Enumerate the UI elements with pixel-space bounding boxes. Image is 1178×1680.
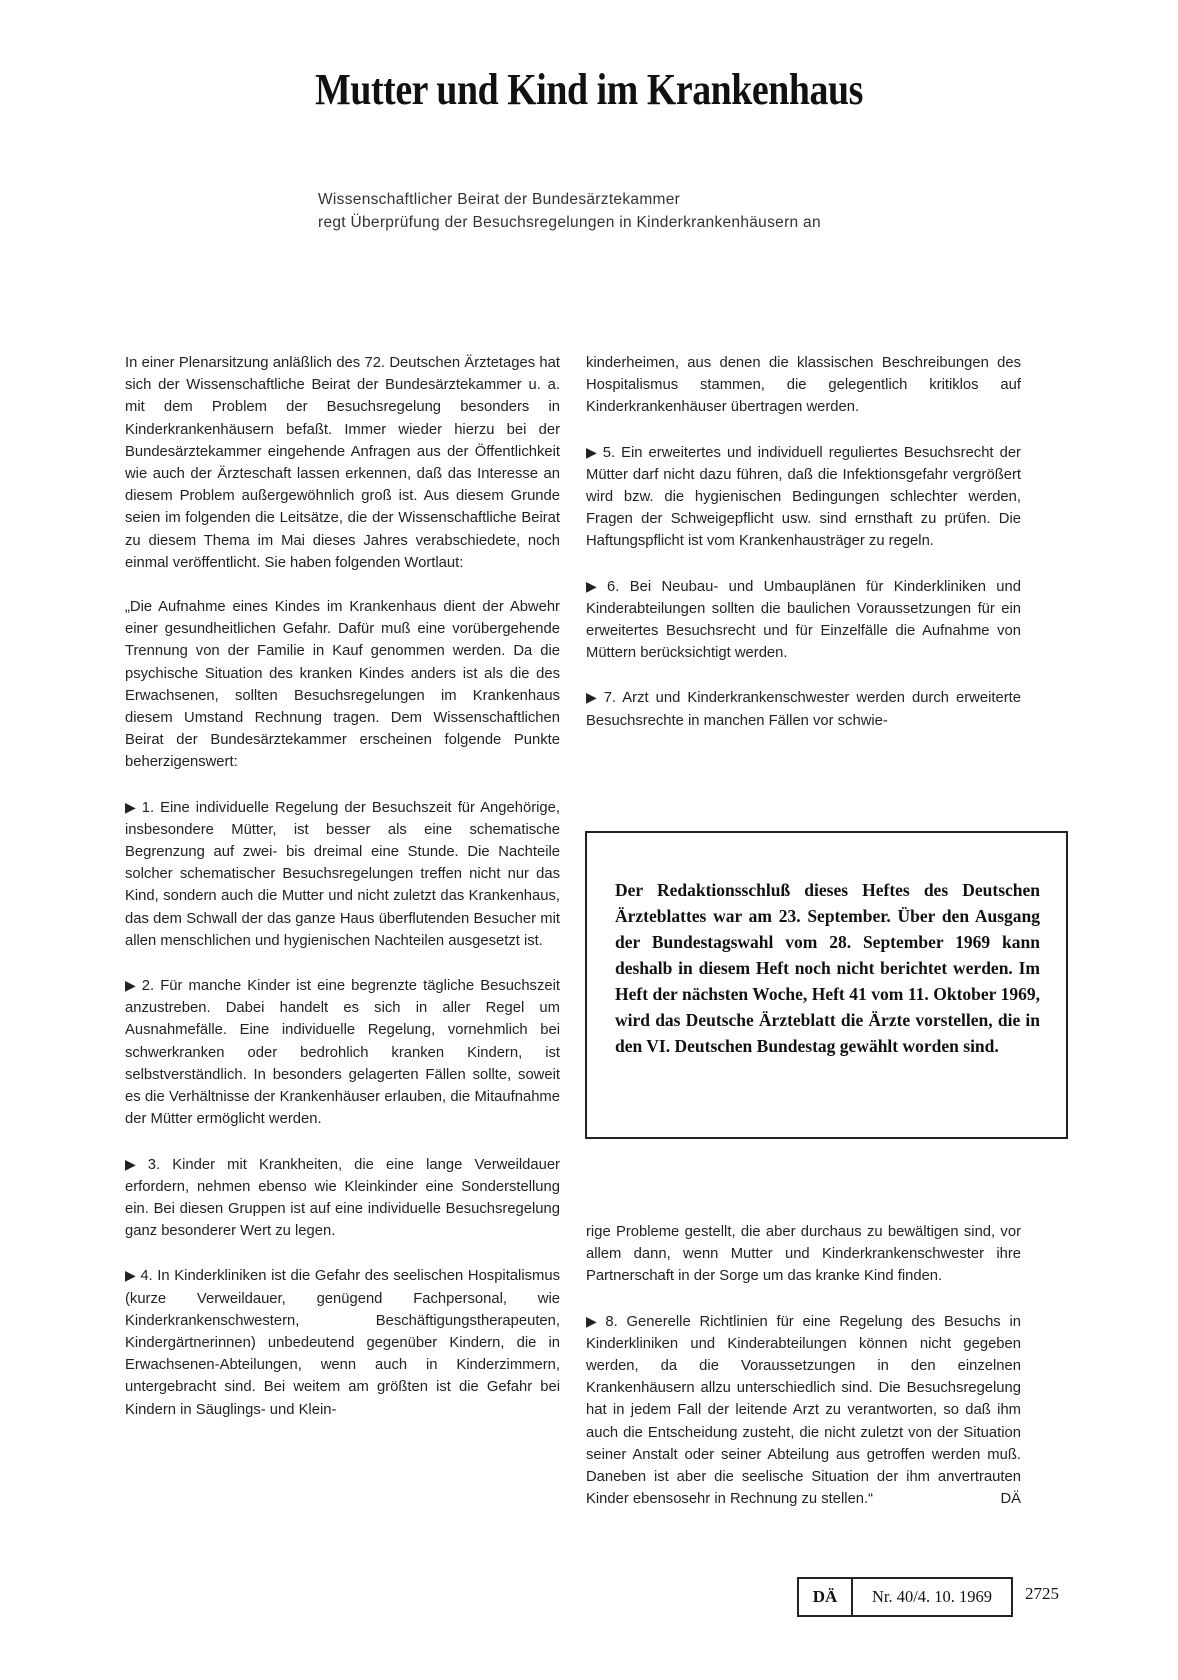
point-7-text: 7. Arzt und Kinderkrankenschwester werden durch erweiterte Besuchsrechte in manchen Fällen vor schwie-: [586, 690, 1021, 729]
arrow-bullet-icon: ▶: [125, 1155, 144, 1172]
point-1-paragraph: [125, 796, 560, 952]
point-3-paragraph: [125, 1153, 560, 1243]
editorial-notice-text: Der Redaktionsschluß dieses Heftes des Deutschen Ärzteblattes war am 23. September. Über den Ausgang der Bundestagswahl vom 28. September 1969 kann deshalb in diesem Heft noch nicht berichtet werden. Im Heft der nächsten Woche, Heft 41 vom 11. Oktober 1969, wird das Deutsche Ärzteblatt die Ärzte vorstellen, die in den VI. Deutschen Bundestag gewählt worden sind.: [615, 880, 1040, 1056]
point-7-paragraph: [586, 686, 1021, 731]
issue-number: Nr. 40/4. 10. 1969: [851, 1577, 1013, 1617]
arrow-bullet-icon: ▶: [125, 798, 138, 815]
arrow-bullet-icon: ▶: [586, 1312, 602, 1329]
arrow-bullet-icon: ▶: [586, 443, 599, 460]
intro-paragraph: In einer Plenarsitzung anläßlich des 72. Deutschen Ärztetages hat sich der Wissenschaftliche Beirat der Bundesärztekammer u. a. mit dem Problem der Besuchsregelung besonders in Kinderkrankenhäusern befaßt. Immer wieder hierzu bei der Bundesärztekammer eingehende Anfragen aus der Öffentlichkeit wie auch der Ärzteschaft lassen erkennen, daß das Interesse an diesem Problem außergewöhnlich groß ist. Aus diesem Grunde seien im folgenden die Leitsätze, die der Wissenschaftliche Beirat zu diesem Thema im Mai dieses Jahres verabschiedete, noch einmal veröffentlicht. Sie haben folgenden Wortlaut:: [125, 355, 560, 571]
arrow-bullet-icon: ▶: [125, 977, 138, 994]
point-5-text: 5. Ein erweitertes und individuell reguliertes Besuchsrecht der Mütter darf nicht dazu führen, daß die Infektionsgefahr vergrößert wird bzw. die hygienischen Bedingungen schlechter werden, Fragen der Schweigepflicht usw. sind ernsthaft zu prüfen. Die Haftungspflicht ist vom Krankenhausträger zu regeln.: [586, 444, 1021, 550]
point-4-paragraph: [125, 1264, 560, 1420]
point-8-paragraph: [586, 1310, 1021, 1511]
page-number: 2725: [1025, 1584, 1059, 1603]
arrow-bullet-icon: ▶: [125, 1267, 137, 1284]
right-column-top: [586, 352, 1021, 754]
article-title: Mutter und Kind im Krankenhaus: [315, 65, 863, 114]
editorial-notice-box: [585, 831, 1068, 1139]
point-6-text: 6. Bei Neubau- und Umbauplänen für Kinderkliniken und Kinderabteilungen sollten die baulichen Voraussetzungen für ein erweitertes Besuchsrecht und für Einzelfälle die Aufnahme von Müttern berücksichtigt werden.: [586, 578, 1021, 662]
point-8-text: 8. Generelle Richtlinien für eine Regelung des Besuchs in Kinderkliniken und Kinderabteilungen können nicht gegeben werden, da die Voraussetzungen in den einzelnen Krankenhäusern allzu unterschiedlich sind. Die Besuchsregelung hat in jedem Fall der leitende Arzt zu verantworten, so daß ihm auch die Entscheidung zusteht, die nicht zuletzt von der Situation seiner Anstalt oder seiner Abteilung aus getroffen werden muß. Daneben ist aber die seelische Situation der ihm anvertrauten Kinder ebensosehr in Rechnung zu stellen.“: [586, 1313, 1021, 1508]
journal-abbreviation: DÄ: [797, 1577, 853, 1617]
subtitle-line-2: regt Überprüfung der Besuchsregelungen in Kinderkrankenhäusern an: [318, 214, 821, 231]
point-4-text: 4. In Kinderkliniken ist die Gefahr des seelischen Hospitalismus (kurze Verweildauer, genügend Fachpersonal, wie Kinderkrankenschwestern, Beschäftigungstherapeuten, Kindergärtnerinnen) unbedeutend gegenüber Kindern, die in Erwachsenen-Abteilungen, wenn auch in Kinderzimmern, untergebracht sind. Bei weitem am größten ist die Gefahr bei Kindern in Säuglings- und Klein-: [125, 1268, 560, 1418]
subtitle-line-1: Wissenschaftlicher Beirat der Bundesärztekammer: [318, 191, 681, 208]
quote-intro-paragraph: „Die Aufnahme eines Kindes im Krankenhaus dient der Abwehr einer gesundheitlichen Gefahr. Dafür muß eine vorübergehende Trennung von der Familie in Kauf genommen werden. Da die psychische Situation des kranken Kindes anders ist als die des Erwachsenen, sollten Besuchsregelungen im Krankenhaus diesem Umstand Rechnung tragen. Dem Wissenschaftlichen Beirat der Bundesärztekammer erscheinen folgende Punkte beherzigenswert:: [125, 599, 560, 771]
arrow-bullet-icon: ▶: [586, 577, 604, 594]
right-column-bottom: [586, 1221, 1021, 1532]
article-subtitle: [318, 188, 958, 234]
author-signature: DÄ: [1000, 1491, 1021, 1508]
point-2-paragraph: [125, 974, 560, 1130]
continuation-paragraph-2: rige Probleme gestellt, die aber durchaus zu bewältigen sind, vor allem dann, wenn Mutter und Kinderkrankenschwester ihre Partnerschaft in der Sorge um das kranke Kind finden.: [586, 1224, 1021, 1285]
point-1-text: 1. Eine individuelle Regelung der Besuchszeit für Angehörige, insbesondere Mütter, ist besser als eine schematische Begrenzung auf zwei- bis dreimal eine Stunde. Die Nachteile solcher schematischer Besuchsregelungen treffen nicht nur das Kind, sondern auch die Mutter und nicht zuletzt das Krankenhaus, das dem Schwall der das ganze Haus überflutenden Besucher mit allen menschlichen und hygienischen Nachteilen ausgesetzt ist.: [125, 799, 560, 949]
point-6-paragraph: [586, 575, 1021, 665]
point-3-text: 3. Kinder mit Krankheiten, die eine lange Verweildauer erfordern, nehmen ebenso wie Kleinkinder eine Sonderstellung ein. Bei diesen Gruppen ist auf eine individuelle Besuchsregelung ganz besonderer Wert zu legen.: [125, 1156, 560, 1240]
left-column: [125, 352, 560, 1443]
arrow-bullet-icon: ▶: [586, 689, 600, 706]
point-5-paragraph: [586, 441, 1021, 553]
continuation-paragraph: kinderheimen, aus denen die klassischen Beschreibungen des Hospitalismus stammen, die gelegentlich kritiklos auf Kinderkrankenhäuser übertragen werden.: [586, 355, 1021, 416]
point-2-text: 2. Für manche Kinder ist eine begrenzte tägliche Besuchszeit anzustreben. Dabei handelt es sich in aller Regel um Ausnahmefälle. Eine individuelle Regelung, vornehmlich bei schwerkranken oder bedrohlich kranken Kindern, ist selbstverständlich. In besonders gelagerten Fällen sollte, soweit es die Verhältnisse der Krankenhäuser erlauben, die Mitaufnahme der Mütter ermöglicht werden.: [125, 978, 560, 1128]
